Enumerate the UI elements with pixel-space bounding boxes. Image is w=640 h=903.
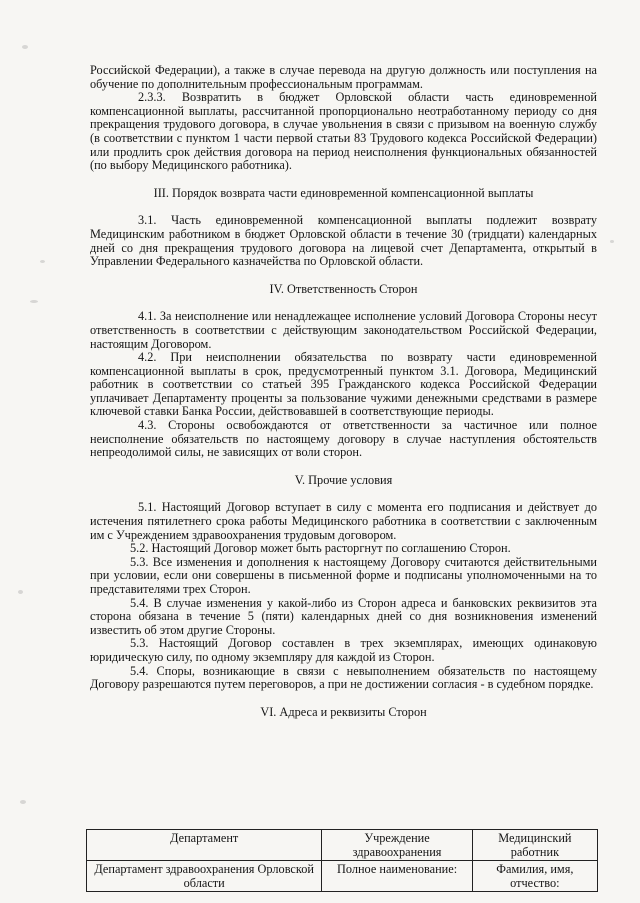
section-6-heading: VI. Адреса и реквизиты Сторон: [260, 704, 427, 719]
section-3-heading: III. Порядок возврата части единовременной компенсационной выплаты: [153, 185, 534, 200]
requisites-table: [86, 829, 598, 892]
document-body: [90, 64, 597, 719]
requisites-header-row: [87, 830, 598, 861]
paragraph-4-3: 4.3. Стороны освобождаются от ответственности за частичное или полное неисполнение обязательств по настоящему договору в случае наступления обстоятельств непреодолимой силы, не зависящих от воли сторон.: [90, 418, 597, 460]
section-4-heading: IV. Ответственность Сторон: [269, 281, 418, 296]
paragraph-5-2: 5.2. Настоящий Договор может быть расторгнут по соглашению Сторон.: [130, 541, 511, 556]
paragraph-5-3b: 5.3. Настоящий Договор составлен в трех экземплярах, имеющих одинаковую юридическую силу, по одному экземпляру для каждой из Сторон.: [90, 636, 597, 664]
header-institution: Учреждение здравоохранения: [322, 830, 472, 861]
paragraph-2-3-3: 2.3.3. Возвратить в бюджет Орловской области часть единовременной компенсационной выплаты, рассчитанной пропорционально неотработанному периоду со дня прекращения трудового договора, в случае увольнения в связи с призывом на военную службу (в соответствии с пунктом 1 части первой статьи 83 Трудового кодекса Российской Федерации) или продлить срок действия договора на период неисполнения функциональных обязанностей (по выбору Медицинского работника).: [90, 90, 597, 173]
scan-speck: [40, 260, 45, 263]
cell-medical-worker: Фамилия, имя, отчество:: [472, 861, 597, 892]
paragraph-5-4: 5.4. В случае изменения у какой-либо из Сторон адреса и банковских реквизитов эта сторона обязана в течение 5 (пяти) календарных дней со дня возникновения изменений известить об этом другие Стороны.: [90, 595, 597, 637]
requisites-data-row: [87, 861, 598, 892]
paragraph-4-1: 4.1. За неисполнение или ненадлежащее исполнение условий Договора Стороны несут ответственность в соответствии с действующим законодательством Российской Федерации, настоящим Договором.: [90, 309, 597, 351]
header-department: Департамент: [87, 830, 322, 861]
cell-department: Департамент здравоохранения Орловской области: [87, 861, 322, 892]
paragraph-5-1: 5.1. Настоящий Договор вступает в силу с момента его подписания и действует до истечения пятилетнего срока работы Медицинского работника в соответствии с заключенным им с Учреждением здравоохранения трудовым договором.: [90, 500, 597, 542]
scan-speck: [20, 800, 26, 804]
paragraph-4-2: 4.2. При неисполнении обязательства по возврату части единовременной компенсационной выплаты в срок, предусмотренный пунктом 3.1. Договора, Медицинский работник в соответствии со статьей 395 Гражданского кодекса Российской Федерации уплачивает Департаменту проценты за пользование чужими денежными средствами в размере ключевой ставки Банка России, действовавшей в соответствующие периоды.: [90, 350, 597, 419]
scan-speck: [18, 590, 23, 594]
scan-speck: [30, 300, 38, 303]
scan-speck: [22, 45, 28, 49]
paragraph-continuation: Российской Федерации), а также в случае перевода на другую должность или поступления на обучение по дополнительным профессиональным программам.: [90, 63, 597, 91]
scan-speck: [610, 240, 614, 243]
paragraph-5-3: 5.3. Все изменения и дополнения к настоящему Договору считаются действительными при условии, если они совершены в письменной форме и подписаны уполномоченными на то представителями трех Сторон.: [90, 554, 597, 596]
section-5-heading: V. Прочие условия: [294, 472, 393, 487]
cell-institution: Полное наименование:: [322, 861, 472, 892]
paragraph-5-4b: 5.4. Споры, возникающие в связи с невыполнением обязательств по настоящему Договору разрешаются путем переговоров, а при не достижении согласия - в судебном порядке.: [90, 663, 597, 692]
paragraph-3-1: 3.1. Часть единовременной компенсационной выплаты подлежит возврату Медицинским работником в бюджет Орловской области в течение 30 (тридцати) календарных дней со дня прекращения трудового договора на лицевой счет Департамента, открытый в Управлении Федерального казначейства по Орловской области.: [90, 213, 597, 269]
header-medical-worker: Медицинский работник: [472, 830, 597, 861]
